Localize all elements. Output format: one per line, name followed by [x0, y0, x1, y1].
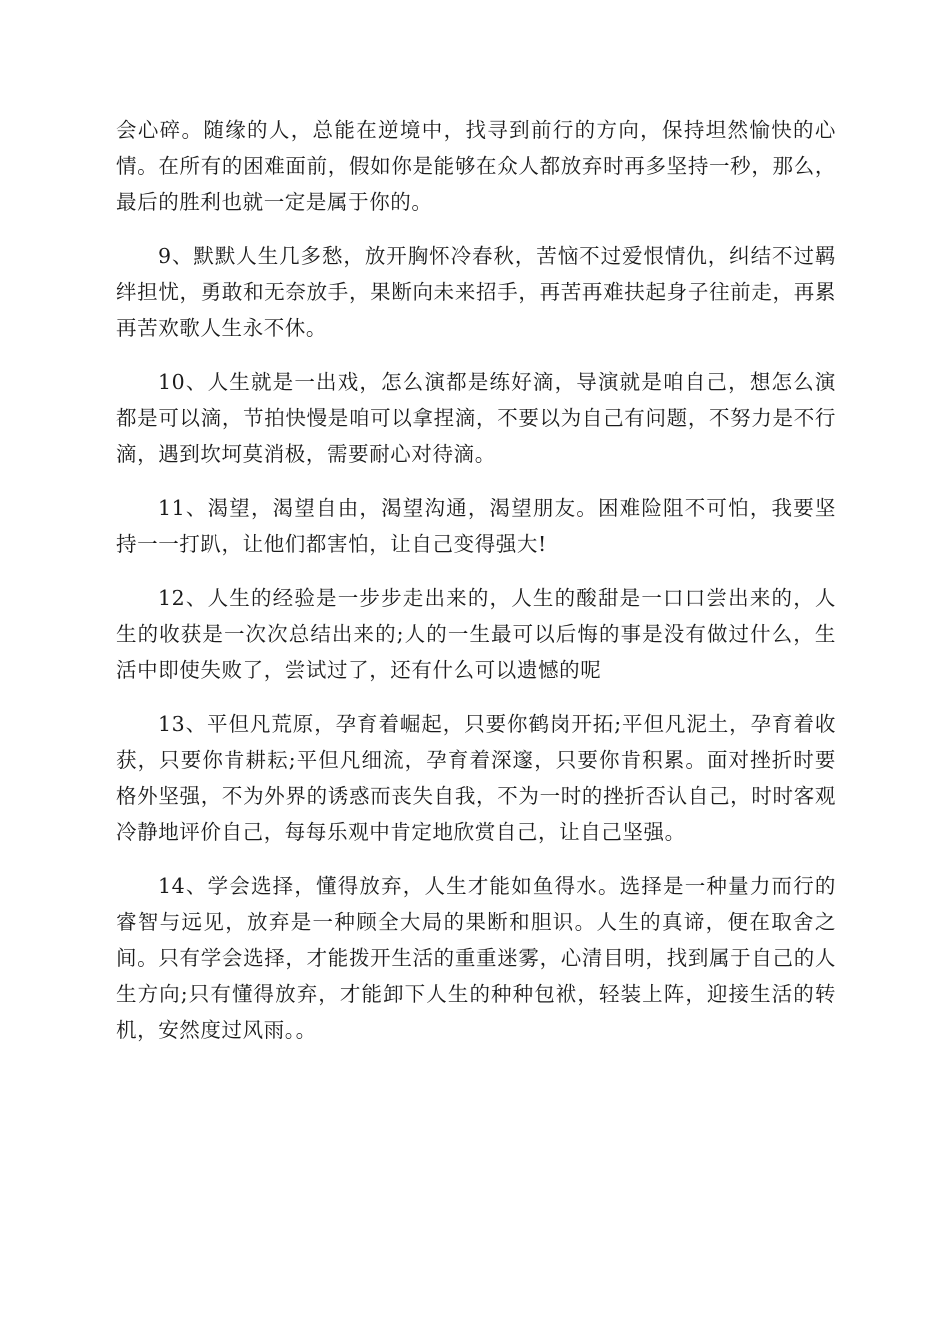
paragraph-item-9: 9、默默人生几多愁，放开胸怀冷春秋，苦恼不过爱恨情仇，纠结不过羁绊担忧，勇敢和无奈放手，果断向未来招手，再苦再难扶起身子往前走，再累再苦欢歌人生永不休。: [116, 244, 836, 340]
paragraph-item-10: 10、人生就是一出戏，怎么演都是练好滴，导演就是咱自己，想怎么演都是可以滴，节拍快慢是咱可以拿捏滴，不要以为自己有问题，不努力是不行滴，遇到坎坷莫消极，需要耐心对待滴。: [116, 370, 836, 466]
paragraph-continued: 会心碎。随缘的人，总能在逆境中，找寻到前行的方向，保持坦然愉快的心情。在所有的困难面前，假如你是能够在众人都放弃时再多坚持一秒，那么，最后的胜利也就一定是属于你的。: [116, 118, 836, 214]
paragraph-item-13: 13、平但凡荒原，孕育着崛起，只要你鹤岗开拓;平但凡泥土，孕育着收获，只要你肯耕耘;平但凡细流，孕育着深邃，只要你肯积累。面对挫折时要格外坚强，不为外界的诱惑而丧失自我，不为一时的挫折否认自己，时时客观冷静地评价自己，每每乐观中肯定地欣赏自己，让自己坚强。: [116, 712, 836, 844]
paragraph-item-14: 14、学会选择，懂得放弃，人生才能如鱼得水。选择是一种量力而行的睿智与远见，放弃是一种顾全大局的果断和胆识。人生的真谛，便在取舍之间。只有学会选择，才能拨开生活的重重迷雾，心清目明，找到属于自己的人生方向;只有懂得放弃，才能卸下人生的种种包袱，轻装上阵，迎接生活的转机，安然度过风雨。。: [116, 874, 836, 1042]
document-body: [116, 112, 836, 1066]
paragraph-item-12: 12、人生的经验是一步步走出来的，人生的酸甜是一口口尝出来的，人生的收获是一次次总结出来的;人的一生最可以后悔的事是没有做过什么，生活中即使失败了，尝试过了，还有什么可以遗憾的呢: [116, 586, 836, 682]
paragraph-item-11: 11、渴望，渴望自由，渴望沟通，渴望朋友。困难险阻不可怕，我要坚持一一打趴，让他们都害怕，让自己变得强大!: [116, 496, 836, 556]
